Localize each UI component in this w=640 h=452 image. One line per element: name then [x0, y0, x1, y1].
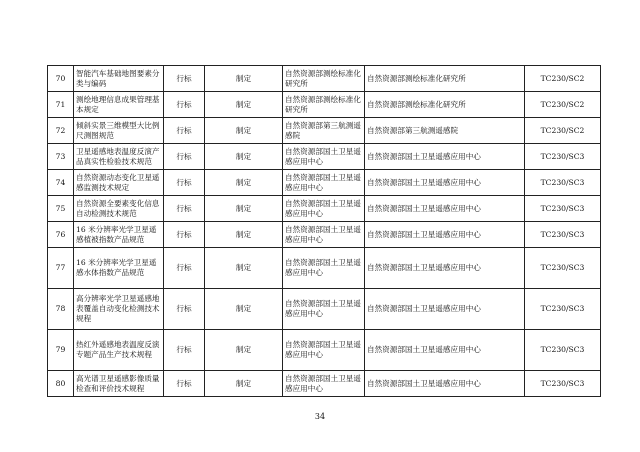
drafting-unit: 自然资源部国土卫星遥感应用中心 [365, 289, 525, 330]
standard-type: 行标 [164, 66, 205, 92]
responsible-org: 自然资源部国土卫星遥感应用中心 [283, 248, 365, 289]
standard-type: 行标 [164, 248, 205, 289]
tech-committee: TC230/SC3 [525, 248, 601, 289]
project-kind: 制定 [205, 248, 283, 289]
standard-name: 倾斜实景三维模型大比例尺测图规范 [74, 118, 164, 144]
standard-type: 行标 [164, 144, 205, 170]
project-kind: 制定 [205, 222, 283, 248]
drafting-unit: 自然资源部国土卫星遥感应用中心 [365, 222, 525, 248]
tech-committee: TC230/SC2 [525, 66, 601, 92]
row-number: 70 [48, 66, 74, 92]
standard-type: 行标 [164, 371, 205, 397]
standard-type: 行标 [164, 289, 205, 330]
project-kind: 制定 [205, 118, 283, 144]
table-row [48, 330, 601, 371]
drafting-unit: 自然资源部国土卫星遥感应用中心 [365, 144, 525, 170]
row-number: 74 [48, 170, 74, 196]
project-kind: 制定 [205, 66, 283, 92]
table-row [48, 170, 601, 196]
responsible-org: 自然资源部测绘标准化研究所 [283, 66, 365, 92]
row-number: 75 [48, 196, 74, 222]
table-row [48, 92, 601, 118]
drafting-unit: 自然资源部测绘标准化研究所 [365, 92, 525, 118]
tech-committee: TC230/SC3 [525, 371, 601, 397]
project-kind: 制定 [205, 289, 283, 330]
responsible-org: 自然资源部国土卫星遥感应用中心 [283, 222, 365, 248]
drafting-unit: 自然资源部国土卫星遥感应用中心 [365, 248, 525, 289]
standard-name: 自然资源动态变化卫星遥感监测技术规定 [74, 170, 164, 196]
row-number: 71 [48, 92, 74, 118]
tech-committee: TC230/SC2 [525, 118, 601, 144]
drafting-unit: 自然资源部测绘标准化研究所 [365, 66, 525, 92]
tech-committee: TC230/SC3 [525, 330, 601, 371]
standard-name: 高分辨率光学卫星遥感地表覆盖自动变化检测技术规程 [74, 289, 164, 330]
project-kind: 制定 [205, 170, 283, 196]
project-kind: 制定 [205, 330, 283, 371]
table-row [48, 196, 601, 222]
drafting-unit: 自然资源部第三航测遥感院 [365, 118, 525, 144]
row-number: 79 [48, 330, 74, 371]
standard-name: 智能汽车基础地图要素分类与编码 [74, 66, 164, 92]
row-number: 77 [48, 248, 74, 289]
drafting-unit: 自然资源部国土卫星遥感应用中心 [365, 371, 525, 397]
row-number: 80 [48, 371, 74, 397]
table-body [48, 66, 601, 397]
tech-committee: TC230/SC3 [525, 144, 601, 170]
drafting-unit: 自然资源部国土卫星遥感应用中心 [365, 196, 525, 222]
standard-type: 行标 [164, 170, 205, 196]
row-number: 73 [48, 144, 74, 170]
standard-name: 高光谱卫星遥感影像质量检查和评价技术规程 [74, 371, 164, 397]
table-row [48, 371, 601, 397]
table-row [48, 66, 601, 92]
standards-table [47, 65, 601, 397]
tech-committee: TC230/SC2 [525, 92, 601, 118]
project-kind: 制定 [205, 371, 283, 397]
project-kind: 制定 [205, 196, 283, 222]
standard-type: 行标 [164, 196, 205, 222]
responsible-org: 自然资源部国土卫星遥感应用中心 [283, 330, 365, 371]
table-row [48, 144, 601, 170]
responsible-org: 自然资源部第三航测遥感院 [283, 118, 365, 144]
responsible-org: 自然资源部测绘标准化研究所 [283, 92, 365, 118]
standard-name: 热红外遥感地表温度反演专题产品生产技术规程 [74, 330, 164, 371]
standard-type: 行标 [164, 330, 205, 371]
responsible-org: 自然资源部国土卫星遥感应用中心 [283, 371, 365, 397]
project-kind: 制定 [205, 92, 283, 118]
tech-committee: TC230/SC3 [525, 222, 601, 248]
standard-type: 行标 [164, 222, 205, 248]
standard-type: 行标 [164, 92, 205, 118]
standard-name: 自然资源全要素变化信息自动检测技术规范 [74, 196, 164, 222]
drafting-unit: 自然资源部国土卫星遥感应用中心 [365, 170, 525, 196]
standard-name: 测绘地理信息成果管理基本规定 [74, 92, 164, 118]
standard-name: 卫星遥感地表温度反演产品真实性检验技术规范 [74, 144, 164, 170]
responsible-org: 自然资源部国土卫星遥感应用中心 [283, 144, 365, 170]
table-row [48, 222, 601, 248]
table-row [48, 248, 601, 289]
standard-type: 行标 [164, 118, 205, 144]
tech-committee: TC230/SC3 [525, 196, 601, 222]
page-number: 34 [314, 412, 326, 421]
table-row [48, 289, 601, 330]
responsible-org: 自然资源部国土卫星遥感应用中心 [283, 289, 365, 330]
table-row [48, 118, 601, 144]
drafting-unit: 自然资源部国土卫星遥感应用中心 [365, 330, 525, 371]
row-number: 78 [48, 289, 74, 330]
responsible-org: 自然资源部国土卫星遥感应用中心 [283, 196, 365, 222]
project-kind: 制定 [205, 144, 283, 170]
row-number: 72 [48, 118, 74, 144]
responsible-org: 自然资源部国土卫星遥感应用中心 [283, 170, 365, 196]
tech-committee: TC230/SC3 [525, 170, 601, 196]
row-number: 76 [48, 222, 74, 248]
standard-name: 16 米分辨率光学卫星遥感植被指数产品规范 [74, 222, 164, 248]
standard-name: 16 米分辨率光学卫星遥感水体指数产品规范 [74, 248, 164, 289]
tech-committee: TC230/SC3 [525, 289, 601, 330]
